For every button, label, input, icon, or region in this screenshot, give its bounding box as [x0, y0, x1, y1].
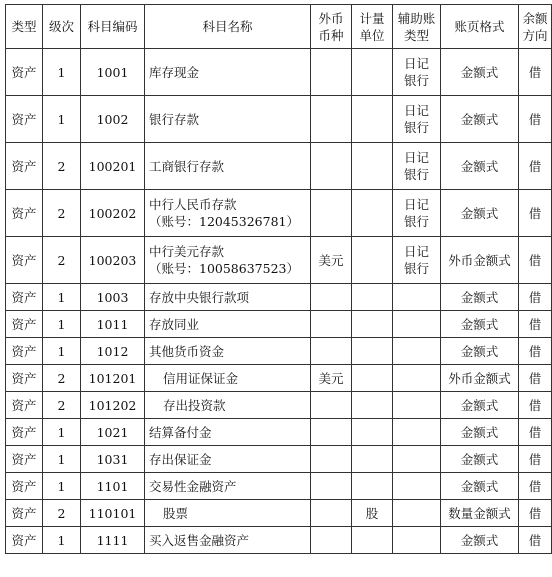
currency-cell	[311, 527, 352, 554]
unit-cell	[352, 446, 393, 473]
direction-cell: 借	[519, 311, 552, 338]
level-cell: 1	[43, 527, 81, 554]
format-cell: 外币金额式	[441, 365, 519, 392]
level-cell: 1	[43, 49, 81, 96]
table-row	[6, 338, 552, 365]
header-aux-line1: 辅助账	[397, 10, 436, 26]
currency-cell	[311, 311, 352, 338]
table-row	[6, 527, 552, 554]
table-row	[6, 284, 552, 311]
aux-cell	[393, 190, 441, 237]
header-direction-line2: 方向	[522, 27, 548, 43]
format-cell: 金额式	[441, 143, 519, 190]
table-header-row	[6, 5, 552, 49]
currency-cell	[311, 96, 352, 143]
unit-cell	[352, 338, 393, 365]
currency-cell	[311, 392, 352, 419]
unit-cell	[352, 365, 393, 392]
level-cell: 2	[43, 392, 81, 419]
name-line2: （账号：12045326781）	[149, 214, 299, 229]
code-cell: 100202	[81, 190, 145, 237]
aux-cell	[393, 419, 441, 446]
format-cell: 金额式	[441, 473, 519, 500]
direction-cell: 借	[519, 365, 552, 392]
code-cell: 100201	[81, 143, 145, 190]
name-line1: 存放中央银行款项	[149, 289, 250, 305]
direction-cell: 借	[519, 419, 552, 446]
unit-cell	[352, 237, 393, 284]
format-cell: 外币金额式	[441, 237, 519, 284]
type-cell: 资产	[6, 237, 43, 284]
code-cell: 110101	[81, 500, 145, 527]
table-row	[6, 96, 552, 143]
level-cell: 1	[43, 473, 81, 500]
aux-line2: 银行	[403, 214, 429, 229]
name-cell	[145, 527, 311, 554]
currency-cell	[311, 284, 352, 311]
code-cell: 1031	[81, 446, 145, 473]
name-line1: 股票	[163, 505, 189, 521]
name-line1: 中行美元存款	[149, 244, 225, 259]
header-currency	[311, 5, 352, 49]
type-cell: 资产	[6, 190, 43, 237]
name-line1: 结算备付金	[149, 424, 212, 440]
code-cell: 1011	[81, 311, 145, 338]
name-line1: 库存现金	[149, 64, 200, 80]
code-cell: 1003	[81, 284, 145, 311]
code-cell: 101202	[81, 392, 145, 419]
header-currency-line2: 币种	[318, 27, 344, 43]
currency-cell: 美元	[311, 365, 352, 392]
aux-cell	[393, 237, 441, 284]
header-direction-line1: 余额	[522, 10, 548, 26]
aux-line2: 银行	[403, 261, 429, 276]
code-cell: 1012	[81, 338, 145, 365]
currency-cell	[311, 49, 352, 96]
code-cell: 1111	[81, 527, 145, 554]
table-row	[6, 500, 552, 527]
level-cell: 2	[43, 365, 81, 392]
table-row	[6, 446, 552, 473]
aux-cell	[393, 49, 441, 96]
header-type: 类型	[6, 5, 43, 49]
account-table	[5, 4, 552, 554]
unit-cell	[352, 190, 393, 237]
name-line1: 买入返售金融资产	[149, 532, 250, 548]
aux-cell	[393, 500, 441, 527]
name-cell	[145, 446, 311, 473]
aux-line2: 银行	[403, 73, 429, 88]
unit-cell	[352, 392, 393, 419]
unit-cell	[352, 311, 393, 338]
type-cell: 资产	[6, 500, 43, 527]
header-code: 科目编码	[81, 5, 145, 49]
table-row	[6, 473, 552, 500]
direction-cell: 借	[519, 527, 552, 554]
name-cell	[145, 284, 311, 311]
aux-cell	[393, 284, 441, 311]
currency-cell	[311, 190, 352, 237]
level-cell: 1	[43, 338, 81, 365]
header-unit-line1: 计量	[359, 10, 385, 26]
level-cell: 2	[43, 500, 81, 527]
direction-cell: 借	[519, 338, 552, 365]
aux-line1: 日记	[403, 244, 429, 259]
name-line1: 信用证保证金	[163, 370, 239, 386]
code-cell: 1021	[81, 419, 145, 446]
table-row	[6, 49, 552, 96]
name-cell	[145, 392, 311, 419]
table-row	[6, 419, 552, 446]
format-cell: 金额式	[441, 96, 519, 143]
aux-line1: 日记	[403, 56, 429, 71]
name-cell	[145, 143, 311, 190]
level-cell: 1	[43, 284, 81, 311]
level-cell: 2	[43, 143, 81, 190]
type-cell: 资产	[6, 392, 43, 419]
direction-cell: 借	[519, 392, 552, 419]
currency-cell: 美元	[311, 237, 352, 284]
format-cell: 金额式	[441, 446, 519, 473]
code-cell: 100203	[81, 237, 145, 284]
header-currency-line1: 外币	[318, 10, 344, 26]
aux-line1: 日记	[403, 150, 429, 165]
direction-cell: 借	[519, 500, 552, 527]
direction-cell: 借	[519, 473, 552, 500]
aux-line1: 日记	[403, 103, 429, 118]
code-cell: 1002	[81, 96, 145, 143]
name-cell	[145, 311, 311, 338]
currency-cell	[311, 419, 352, 446]
direction-cell: 借	[519, 49, 552, 96]
type-cell: 资产	[6, 419, 43, 446]
header-level: 级次	[43, 5, 81, 49]
table-row	[6, 392, 552, 419]
name-cell	[145, 190, 311, 237]
header-unit	[352, 5, 393, 49]
type-cell: 资产	[6, 49, 43, 96]
level-cell: 1	[43, 311, 81, 338]
table-row	[6, 143, 552, 190]
code-cell: 1001	[81, 49, 145, 96]
type-cell: 资产	[6, 284, 43, 311]
aux-cell	[393, 311, 441, 338]
aux-cell	[393, 338, 441, 365]
unit-cell	[352, 527, 393, 554]
header-aux-line2: 类型	[403, 27, 429, 43]
code-cell: 101201	[81, 365, 145, 392]
table-row	[6, 365, 552, 392]
table-row	[6, 311, 552, 338]
name-cell	[145, 473, 311, 500]
aux-line2: 银行	[403, 167, 429, 182]
direction-cell: 借	[519, 446, 552, 473]
type-cell: 资产	[6, 96, 43, 143]
level-cell: 2	[43, 190, 81, 237]
aux-line2: 银行	[403, 120, 429, 135]
level-cell: 1	[43, 96, 81, 143]
type-cell: 资产	[6, 365, 43, 392]
format-cell: 金额式	[441, 392, 519, 419]
name-line1: 存出投资款	[163, 397, 226, 413]
aux-cell	[393, 446, 441, 473]
table-row	[6, 190, 552, 237]
currency-cell	[311, 500, 352, 527]
unit-cell	[352, 473, 393, 500]
currency-cell	[311, 446, 352, 473]
format-cell: 金额式	[441, 190, 519, 237]
name-line1: 银行存款	[149, 111, 200, 127]
aux-cell	[393, 392, 441, 419]
name-line2: （账号：10058637523）	[149, 261, 299, 276]
format-cell: 金额式	[441, 419, 519, 446]
aux-cell	[393, 365, 441, 392]
name-cell	[145, 237, 311, 284]
direction-cell: 借	[519, 284, 552, 311]
header-aux	[393, 5, 441, 49]
currency-cell	[311, 473, 352, 500]
name-line1: 存出保证金	[149, 451, 212, 467]
aux-cell	[393, 143, 441, 190]
currency-cell	[311, 338, 352, 365]
name-cell	[145, 338, 311, 365]
name-cell	[145, 500, 311, 527]
type-cell: 资产	[6, 143, 43, 190]
direction-cell: 借	[519, 96, 552, 143]
code-cell: 1101	[81, 473, 145, 500]
type-cell: 资产	[6, 446, 43, 473]
level-cell: 1	[43, 419, 81, 446]
type-cell: 资产	[6, 527, 43, 554]
aux-cell	[393, 96, 441, 143]
format-cell: 数量金额式	[441, 500, 519, 527]
direction-cell: 借	[519, 237, 552, 284]
unit-cell	[352, 143, 393, 190]
table-row	[6, 237, 552, 284]
header-unit-line2: 单位	[359, 27, 385, 43]
format-cell: 金额式	[441, 527, 519, 554]
unit-cell	[352, 284, 393, 311]
level-cell: 2	[43, 237, 81, 284]
name-line1: 存放同业	[149, 316, 200, 332]
name-cell	[145, 49, 311, 96]
type-cell: 资产	[6, 473, 43, 500]
type-cell: 资产	[6, 311, 43, 338]
unit-cell: 股	[352, 500, 393, 527]
unit-cell	[352, 419, 393, 446]
direction-cell: 借	[519, 190, 552, 237]
aux-cell	[393, 527, 441, 554]
level-cell: 1	[43, 446, 81, 473]
unit-cell	[352, 96, 393, 143]
aux-line1: 日记	[403, 197, 429, 212]
name-line1: 其他货币资金	[149, 343, 225, 359]
name-line1: 交易性金融资产	[149, 478, 237, 494]
name-cell	[145, 96, 311, 143]
type-cell: 资产	[6, 338, 43, 365]
currency-cell	[311, 143, 352, 190]
format-cell: 金额式	[441, 49, 519, 96]
direction-cell: 借	[519, 143, 552, 190]
name-cell	[145, 365, 311, 392]
name-line1: 工商银行存款	[149, 158, 225, 174]
aux-cell	[393, 473, 441, 500]
table-body	[6, 49, 552, 554]
header-format: 账页格式	[441, 5, 519, 49]
header-name: 科目名称	[145, 5, 311, 49]
format-cell: 金额式	[441, 284, 519, 311]
format-cell: 金额式	[441, 311, 519, 338]
format-cell: 金额式	[441, 338, 519, 365]
unit-cell	[352, 49, 393, 96]
header-direction	[519, 5, 552, 49]
name-line1: 中行人民币存款	[149, 197, 237, 212]
name-cell	[145, 419, 311, 446]
